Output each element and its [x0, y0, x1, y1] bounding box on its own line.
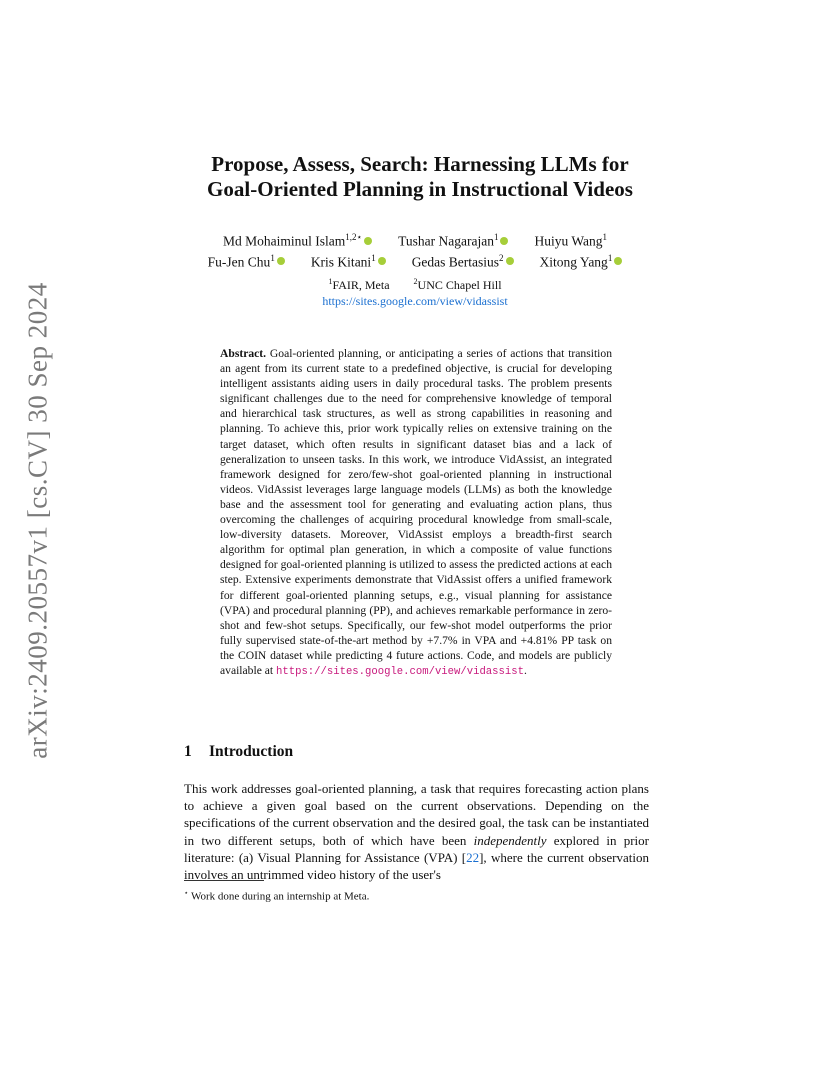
author-name: Md Mohaiminul Islam	[222, 233, 346, 249]
abstract-code-link[interactable]: https://sites.google.com/view/vidassist	[276, 665, 524, 678]
affiliation-unc	[414, 274, 502, 293]
author-affil-sup: 1	[607, 252, 613, 263]
author-affil-sup: 1	[602, 232, 608, 242]
intro-text: This work addresses goal-oriented planning, a task that requires forecasting action plans to achieve a given goal based on the current observations. Depending on the specifications of the current observation and the desired goal, the task can be instantiated in two different setups, both of which have been	[184, 781, 649, 848]
paper-title	[170, 152, 670, 202]
title-line-1: Propose, Assess, Search: Harnessing LLMs for	[211, 152, 629, 176]
orcid-icon[interactable]	[614, 257, 622, 265]
author	[208, 250, 285, 271]
author-affil-sup: 2	[499, 252, 504, 263]
abstract-end: .	[523, 663, 527, 677]
affiliation-row	[200, 274, 630, 293]
author-affil-sup: 1	[493, 232, 499, 242]
abstract-text: Goal-oriented planning, or anticipating a series of actions that transition an agent from its current state to a predefined objective, is crucial for developing intelligent assistants aiding users in daily procedural tasks. The problem presents significant challenges due to the need for comprehensive knowledge of temporal and hierarchical task structures, as well as strong capabilities in reasoning and planning. To achieve this, prior work typically relies on extensive training on the target dataset, which often results in significant dataset bias and a lack of generalization to unseen tasks. In this work, we introduce VidAssist, an integrated framework designed for zero/few-shot goal-oriented planning in instructional videos. VidAssist leverages large language models (LLMs) as both the knowledge base and the assessment tool for generating and evaluating action plans, thus overcoming the challenges of acquiring procedural knowledge from small-scale, low-diversity datasets. Moreover, VidAssist employs a breadth-first search algorithm for optimal plan generation, in which a composite of value functions designed for goal-oriented planning is utilized to assess the predicted actions at each step. Extensive experiments demonstrate that VidAssist offers a unified framework for different goal-oriented planning setups, e.g., visual planning for assistance (VPA) and procedural planning (PP), and achieves remarkable performance in zero-shot and few-shot setups. Specifically, our few-shot model outperforms the prior fully supervised state-of-the-art method by +7.7% in VPA and +4.81% PP task on the COIN dataset while predicting 4 future actions. Code, and models are publicly available at	[220, 347, 612, 677]
author-affil-sup: 1	[371, 252, 376, 263]
orcid-icon[interactable]	[277, 257, 285, 265]
intro-text: ], where the current observation involves an untrimmed video history of the user's	[184, 849, 649, 883]
abstract-label: Abstract.	[220, 347, 267, 360]
orcid-icon[interactable]	[506, 257, 514, 265]
title-line-2: Goal-Oriented Planning in Instructional Videos	[207, 177, 633, 201]
affiliation-sup: 1	[328, 277, 333, 286]
orcid-icon[interactable]	[500, 237, 508, 245]
section-number: 1	[184, 743, 192, 760]
author-row-1	[175, 229, 655, 250]
author	[540, 250, 623, 271]
footnote-divider	[184, 880, 264, 881]
affiliations	[200, 274, 630, 309]
author	[223, 229, 372, 250]
affiliation-name: FAIR, Meta	[332, 278, 390, 292]
author-name: Fu-Jen Chu	[207, 254, 271, 269]
project-url-link[interactable]: https://sites.google.com/view/vidassist	[322, 294, 508, 308]
footnote-mark: ⋆	[184, 889, 189, 897]
abstract	[220, 346, 612, 680]
affiliation-fair	[328, 274, 389, 293]
author-name: Xitong Yang	[539, 254, 608, 269]
footnote	[184, 886, 369, 904]
section-title: Introduction	[209, 743, 294, 760]
author-affil-sup: 1,2⋆	[345, 232, 363, 242]
orcid-icon[interactable]	[378, 257, 386, 265]
author-name: Tushar Nagarajan	[398, 233, 494, 249]
author	[311, 250, 386, 271]
author-list	[175, 229, 655, 270]
author	[412, 250, 514, 271]
arxiv-id-text: arXiv:2409.20557v1 [cs.CV] 30 Sep 2024	[22, 281, 53, 759]
author	[534, 229, 607, 250]
arxiv-identifier-stamp	[8, 281, 68, 759]
footnote-text: Work done during an internship at Meta.	[188, 890, 370, 903]
author-name: Huiyu Wang	[534, 233, 603, 249]
author-name: Kris Kitani	[310, 254, 372, 269]
orcid-icon[interactable]	[364, 237, 372, 245]
affiliation-sup: 2	[413, 277, 418, 286]
author	[398, 229, 508, 250]
intro-text: explored in prior literature: (a) Visual Planning for Assistance (VPA) [	[184, 832, 649, 865]
author-row-2	[175, 250, 655, 271]
author-affil-sup: 1	[270, 252, 275, 263]
section-heading	[184, 743, 293, 761]
intro-emphasis: independently	[473, 832, 547, 848]
intro-paragraph	[184, 780, 649, 883]
citation-link[interactable]: 22	[466, 849, 480, 865]
author-name: Gedas Bertasius	[411, 254, 500, 269]
affiliation-name: UNC Chapel Hill	[417, 278, 502, 292]
